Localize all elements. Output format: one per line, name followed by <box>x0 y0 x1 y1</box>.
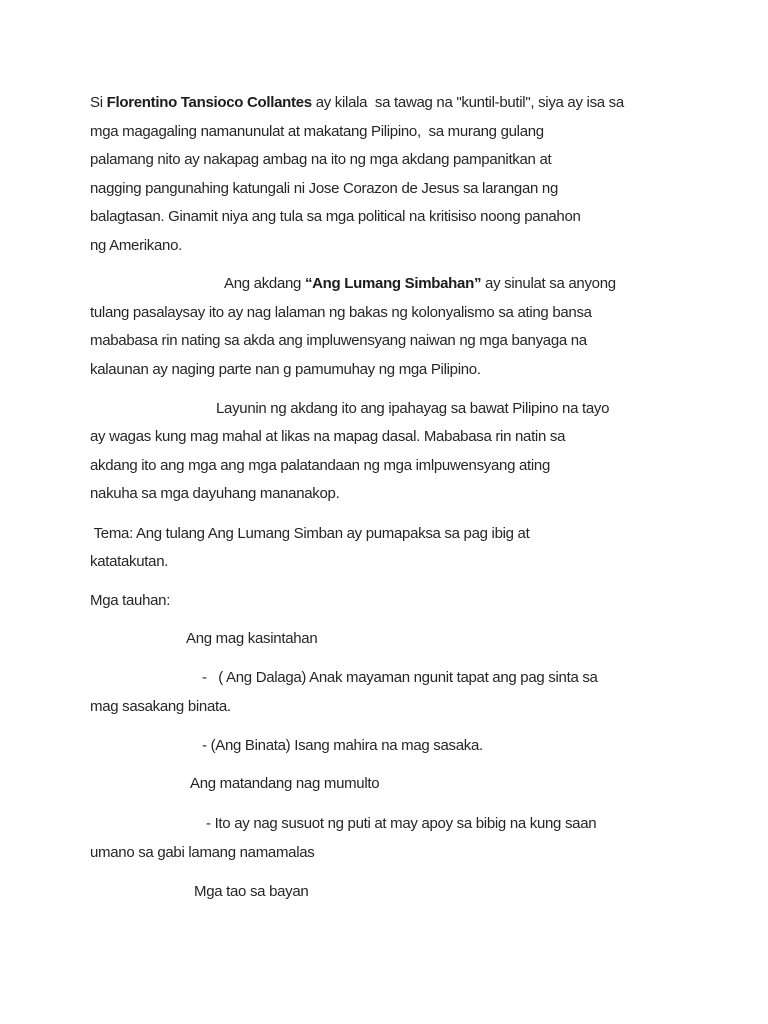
text-line <box>186 629 317 649</box>
text-line <box>90 122 544 142</box>
text-line <box>90 697 231 717</box>
text-segment: Si <box>90 94 107 111</box>
text-line <box>90 552 168 572</box>
text-segment: tulang pasalaysay ito ay nag lalaman ng bakas ng kolonyalismo sa ating bansa <box>90 304 592 321</box>
text-line <box>90 303 592 323</box>
text-segment: ay kilala sa tawag na "kuntil-butil", siya ay isa sa <box>311 94 624 111</box>
bold-text: Florentino Tansioco Collantes <box>106 94 312 111</box>
text-line <box>190 774 379 794</box>
text-segment: Tema: Ang tulang Ang Lumang Simban ay pumapaksa sa pag ibig at <box>90 525 530 542</box>
text-line <box>90 456 550 476</box>
text-line <box>90 236 182 256</box>
text-segment: ay wagas kung mag mahal at likas na mapag dasal. Mababasa rin natin sa <box>90 428 566 445</box>
text-line <box>202 736 483 756</box>
text-line <box>90 150 551 170</box>
text-segment: umano sa gabi lamang namamalas <box>90 844 315 861</box>
text-segment: kalaunan ay naging parte nan g pamumuhay ng mga Pilipino. <box>90 361 481 378</box>
text-segment: mga magagaling namanunulat at makatang Pilipino, sa murang gulang <box>90 123 544 140</box>
text-line <box>90 207 581 227</box>
text-segment: Ang akdang <box>224 275 305 292</box>
text-segment: Ang matandang nag mumulto <box>190 775 380 792</box>
text-segment: balagtasan. Ginamit niya ang tula sa mga political na kritisiso noong panahon <box>90 208 581 225</box>
bold-text: “Ang Lumang Simbahan” <box>304 275 482 292</box>
text-segment: ng Amerikano. <box>90 237 182 254</box>
text-segment: nakuha sa mga dayuhang mananakop. <box>90 485 340 502</box>
text-line <box>202 668 598 688</box>
text-line <box>90 591 170 611</box>
text-line <box>224 274 616 294</box>
text-line <box>90 484 339 504</box>
text-line <box>90 93 624 113</box>
text-line <box>90 843 314 863</box>
text-line <box>90 524 529 544</box>
text-line <box>90 331 587 351</box>
text-segment: Mga tao sa bayan <box>194 883 309 900</box>
text-line <box>90 360 481 380</box>
text-line <box>90 427 565 447</box>
text-segment: Mga tauhan: <box>90 592 171 609</box>
text-segment: katatakutan. <box>90 553 169 570</box>
text-line <box>206 814 596 834</box>
text-segment: akdang ito ang mga ang mga palatandaan ng mga imlpuwensyang ating <box>90 457 551 474</box>
text-segment: mag sasakang binata. <box>90 698 231 715</box>
text-segment: nagging pangunahing katungali ni Jose Corazon de Jesus sa larangan ng <box>90 180 558 197</box>
text-segment: mababasa rin nating sa akda ang impluwensyang naiwan ng mga banyaga na <box>90 332 587 349</box>
text-segment: - Ito ay nag susuot ng puti at may apoy sa bibig na kung saan <box>206 815 597 832</box>
text-segment: ay sinulat sa anyong <box>481 275 616 292</box>
text-segment: - (Ang Binata) Isang mahira na mag sasaka. <box>202 737 483 754</box>
text-segment: Layunin ng akdang ito ang ipahayag sa bawat Pilipino na tayo <box>216 400 610 417</box>
text-line <box>90 179 558 199</box>
text-segment: Ang mag kasintahan <box>186 630 318 647</box>
text-segment: - ( Ang Dalaga) Anak mayaman ngunit tapat ang pag sinta sa <box>202 669 598 686</box>
text-line <box>216 399 609 419</box>
text-line <box>194 882 308 902</box>
text-segment: palamang nito ay nakapag ambag na ito ng mga akdang pampanitkan at <box>90 151 552 168</box>
